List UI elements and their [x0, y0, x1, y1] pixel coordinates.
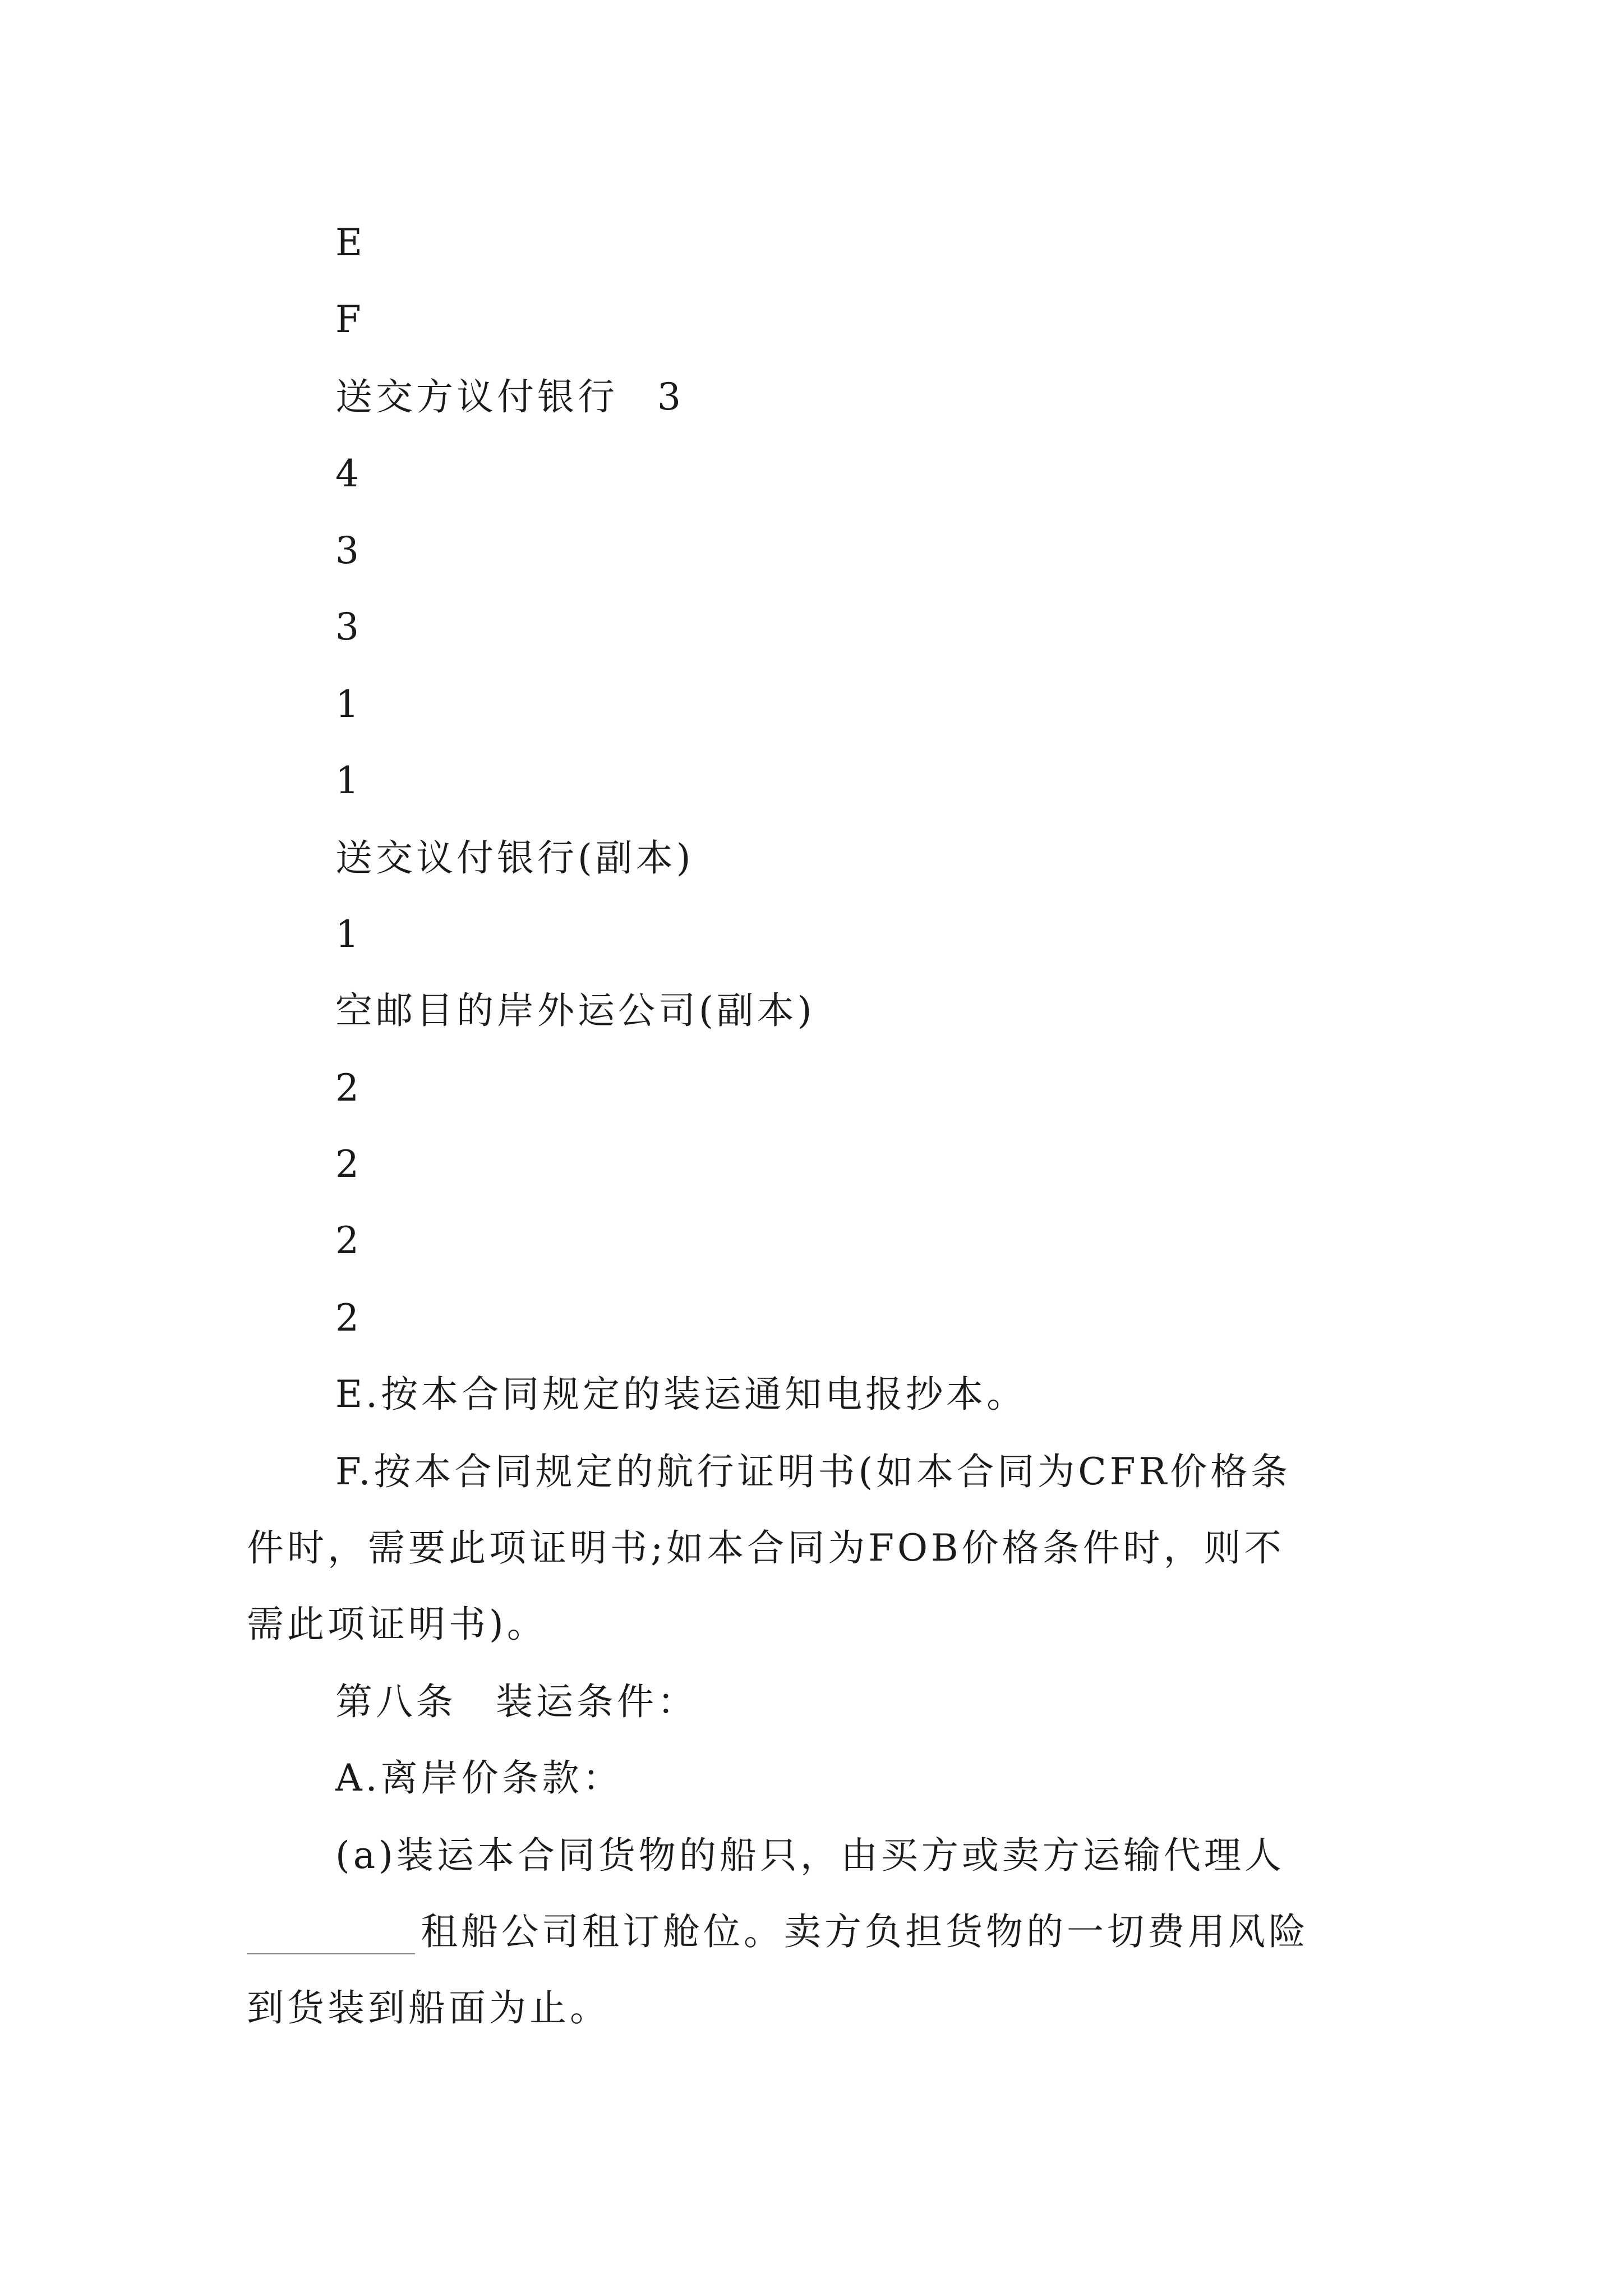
- paragraph-f-cont: 需此项证明书)。: [247, 1603, 547, 1646]
- text-line: 1: [335, 759, 362, 802]
- paragraph-e: E.按本合同规定的装运通知电报抄本。: [335, 1373, 1027, 1416]
- article-heading: [335, 1680, 698, 1724]
- text-line: 4: [335, 452, 362, 495]
- text-line: 2: [335, 1143, 362, 1186]
- text-line: 送交议付银行(副本): [335, 836, 694, 880]
- text-line: F: [335, 298, 365, 341]
- text-line: 1: [335, 913, 362, 956]
- text-line: 2: [335, 1066, 362, 1110]
- text-line: 3: [335, 529, 362, 572]
- paragraph-f-cont: 件时，需要此项证明书;如本合同为FOB价格条件时，则不: [247, 1526, 1285, 1570]
- text-line: 3: [335, 605, 362, 648]
- article-number: 第八条: [335, 1680, 457, 1723]
- text-segment: 送交方议付银行: [335, 375, 618, 418]
- clause-a-item-cont: [247, 1910, 1309, 1954]
- clause-a-item-cont: 到货装到船面为止。: [247, 1986, 610, 2030]
- text-segment: 3: [657, 375, 684, 418]
- text-segment: 租船公司租订舱位。卖方负担货物的一切费用风险: [421, 1910, 1309, 1953]
- text-line: E: [335, 221, 366, 264]
- text-line: 2: [335, 1219, 362, 1262]
- fill-in-blank: [247, 1920, 415, 1954]
- clause-a: A.离岸价条款：: [335, 1756, 623, 1800]
- clause-a-item: (a)装运本合同货物的船只，由买方或卖方运输代理人: [335, 1834, 1285, 1877]
- text-line: 空邮目的岸外运公司(副本): [335, 989, 815, 1032]
- paragraph-f: F.按本合同规定的航行证明书(如本合同为CFR价格条: [335, 1450, 1292, 1493]
- article-title: 装运条件：: [496, 1680, 698, 1723]
- text-line: [335, 375, 684, 420]
- text-line: 2: [335, 1296, 362, 1340]
- text-line: 1: [335, 683, 362, 726]
